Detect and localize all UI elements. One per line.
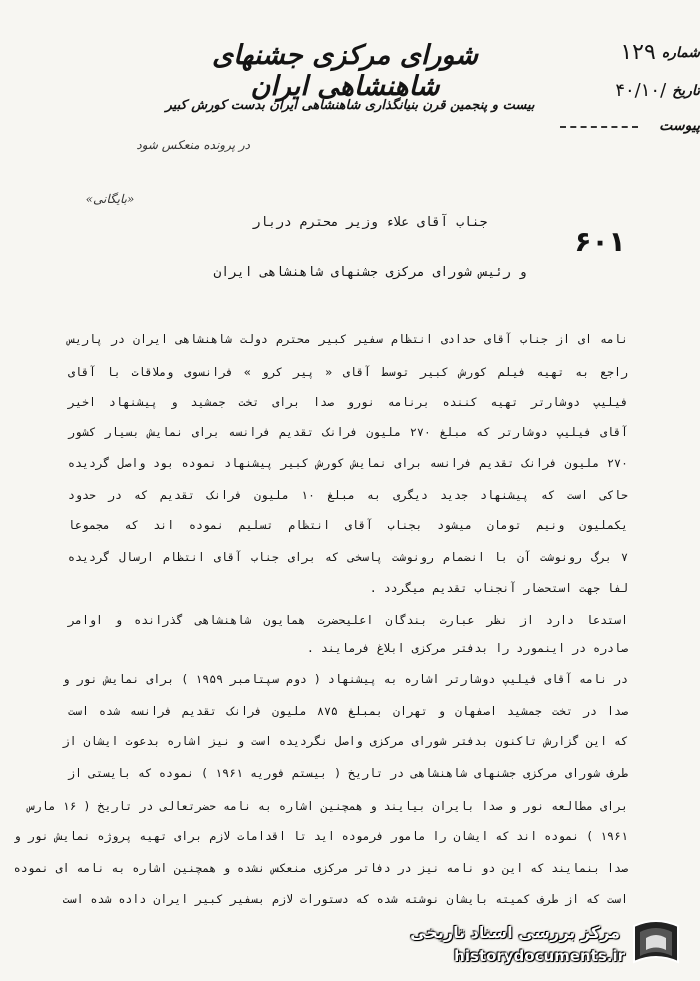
reference-number-row xyxy=(620,40,700,65)
date-underline xyxy=(560,126,638,128)
reference-number-label: شماره xyxy=(661,44,700,61)
reference-attachment-row xyxy=(659,118,700,134)
recipient-line-1: جناب آقای علاء وزیر محترم دربار xyxy=(252,215,488,230)
body-line: آقای فیلیپ دوشارتر که مبلغ ۲۷۰ ملیون فرانک تقدیم فرانسه برای نمایش بسیار کشور xyxy=(68,425,628,439)
body-line: استدعا دارد از نظر عبارت بندگان اعلیحضرت همایون شاهنشاهی گذرانده و اوامر xyxy=(68,613,628,627)
body-line: فیلیپ دوشارتر تهیه کننده برنامه نورو صدا برای تخت جمشید و پیشنهاد اخیر xyxy=(68,395,628,409)
body-line: نامه ای از جناب آقای حدادی انتظام سفیر کبیر محترم دولت شاهنشاهی ایران در پاریس xyxy=(68,332,628,346)
reference-attachment-label: پیوست xyxy=(659,118,700,134)
reference-number-value: ۱۲۹ xyxy=(620,40,656,65)
body-line: ۷ برگ رونوشت آن با انضمام رونوشت پاسخی که برای جناب آقای انتظام ارسال گردیده xyxy=(68,550,628,564)
body-line: طرف شورای مرکزی جشنهای شاهنشاهی در تاریخ ( بیستم فوریه ۱۹۶۱ ) نموده که بایستی از xyxy=(68,766,628,780)
handwritten-margin-note: در پرونده منعکس شود xyxy=(136,138,250,152)
body-line: در نامه آقای فیلیپ دوشارتر اشاره به پیشنهاد ( دوم سپتامبر ۱۹۵۹ ) برای نمایش نور و xyxy=(62,672,628,686)
body-line: ۱۹۶۱ ) نموده اند که ایشان را مامور فرموده اید تا اقدامات لازم برای تهیه پروژه نمایش نور و xyxy=(13,829,628,843)
recipient-line-2: و رئیس شورای مرکزی جشنهای شاهنشاهی ایران xyxy=(213,265,527,280)
body-line: است که از طرف کمیته بایشان نوشته شده که دستورات لازم بسفیر کبیر ایران داده شده است xyxy=(62,892,628,906)
letterhead-subtitle: بیست و پنجمین قرن بنیانگذاری شاهنشاهی ایران بدست کورش کبیر xyxy=(165,98,535,113)
body-line: یکملیون ونیم تومان میشود بجناب آقای انتظام تسلیم نموده اند که مجموعا xyxy=(68,518,628,532)
body-line: حاکی است که پیشنهاد جدید دیگری به مبلغ ۱۰ ملیون فرانک تقدیم که در حدود xyxy=(68,488,628,502)
watermark-org-name: مرکز بررسی اسناد تاریخی xyxy=(410,923,620,942)
body-line: صدا در تخت جمشید اصفهان و تهران بمبلغ ۸۷۵ ملیون فرانک تقدیم فرانسه شده است xyxy=(68,704,628,718)
reference-date-row xyxy=(615,80,700,101)
body-line: که این گزارش تاکنون بدفتر شورای مرکزی واصل نگردیده است و نیز اشاره بدعوت ایشان از xyxy=(62,734,628,748)
handwritten-archive-note: «بایگانی» xyxy=(85,192,135,206)
watermark-url: historydocuments.ir xyxy=(454,947,625,965)
reference-date-value: ۴۰/۱۰/ xyxy=(615,80,667,101)
body-line: لفا جهت استحضار آنجناب تقدیم میگردد . xyxy=(369,581,628,595)
handwritten-side-number: ۶۰۱ xyxy=(574,225,626,258)
body-line: برای مطالعه نور و صدا بایران بیایند و همچنین اشاره به نامه حضرتعالی در تاریخ ( ۱۶ مارس xyxy=(27,799,628,813)
body-line: صادره در اینمورد را بدفتر مرکزی ابلاغ فرمایند . xyxy=(306,641,628,655)
letterhead-title: شورای مرکزی جشنهای شاهنشاهی ایران xyxy=(211,40,479,102)
archive-logo-icon xyxy=(626,918,686,968)
body-line: ۲۷۰ ملیون فرانک تقدیم فرانسه برای نمایش کورش کبیر پیشنهاد نموده بود واصل گردیده xyxy=(68,456,628,470)
body-line: راجع به تهیه فیلم کورش کبیر توسط آقای « پیر کرو » فرانسوی وملاقات با آقای xyxy=(68,365,628,379)
body-line: صدا بنمایند که این دو نامه نیز در دفاتر مرکزی منعکس نشده و همچنین اشاره به نامه ای نموده xyxy=(13,861,628,875)
reference-block xyxy=(530,40,700,140)
reference-date-label: تاریخ xyxy=(672,82,700,99)
